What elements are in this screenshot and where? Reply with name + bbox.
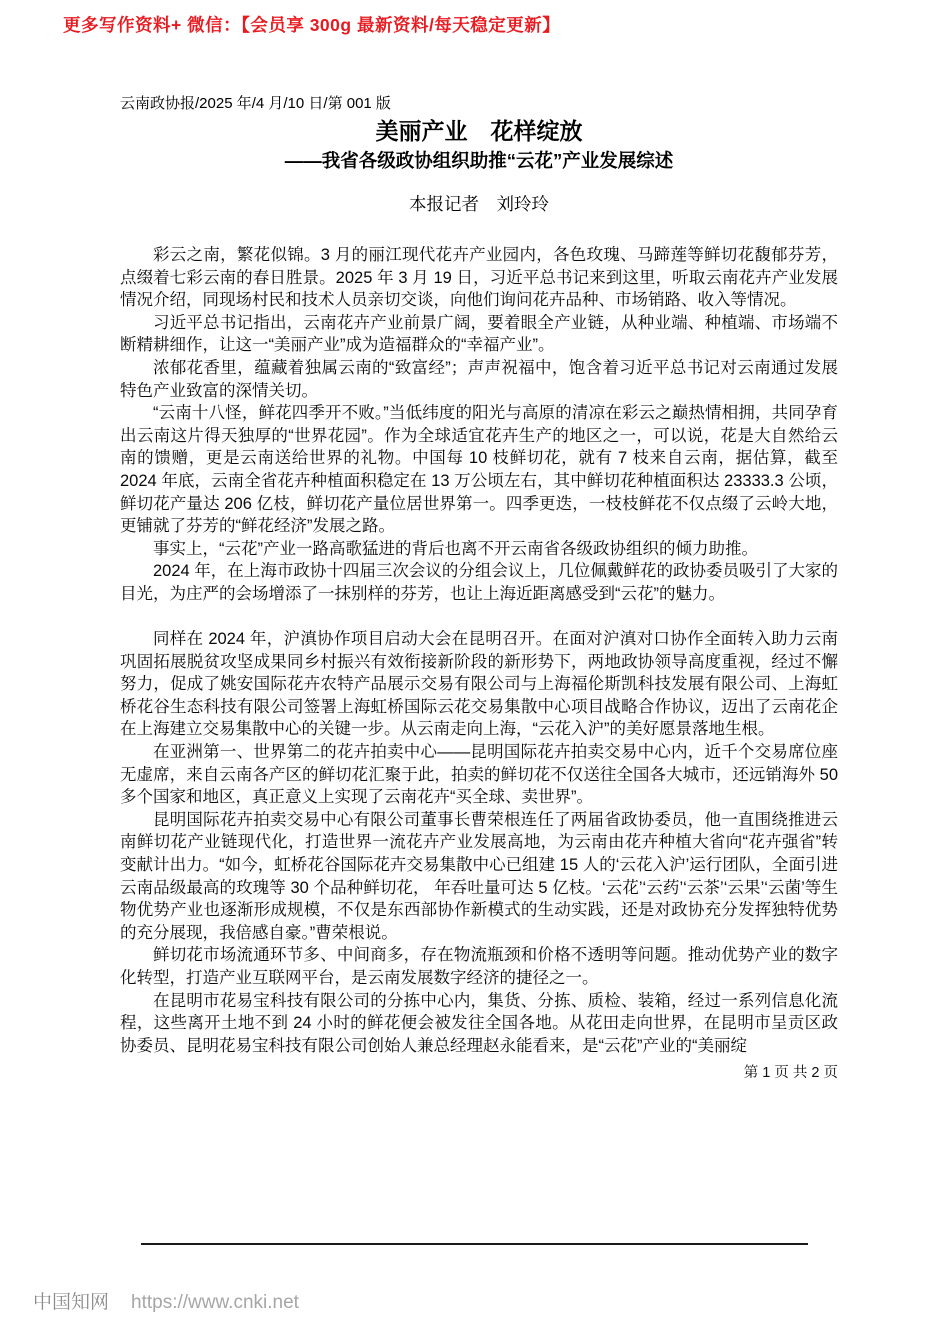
article-paragraph: 事实上，“云花”产业一路高歌猛进的背后也离不开云南省各级政协组织的倾力助推。	[153, 539, 758, 558]
article-paragraph: 浓郁花香里，蕴藏着独属云南的“致富经”；声声祝福中，饱含着习近平总书记对云南通过发展特色产业致富的深情关切。	[120, 358, 838, 400]
article-paragraph: 2024 年，在上海市政协十四届三次会议的分组会议上，几位佩戴鲜花的政协委员吸引了大家的目光，为庄严的会场增添了一抹别样的芬芳，也让上海近距离感受到“云花”的魅力。	[120, 562, 838, 603]
article-paragraph: 在昆明市花易宝科技有限公司的分拣中心内，集货、分拣、质检、装箱，经过一系列信息化流程，这些离开土地不到 24 小时的鲜花便会被发往全国各地。从花田走向世界，在昆明市呈贡区政协委员、昆明花易宝科技有限公司创始人兼总经理赵永能看来，是“云花”产业的“美丽绽	[120, 991, 838, 1055]
article-paragraph: 昆明国际花卉拍卖交易中心有限公司董事长曹荣根连任了两届省政协委员，他一直围绕推进云南鲜切花产业链现代化，打造世界一流花卉产业发展高地，为云南由花卉种植大省向“花卉强省”转变献计出力。“如今，虹桥花谷国际花卉交易集散中心已组建 15 人的‘云花入沪’运行团队，全面引进云南品级最高的玫瑰等 30 个品种鲜切花， 年吞吐量可达 5 亿枝。‘云花’‘云药’‘云茶’‘云果’‘云菌’等生物优势产业也逐渐形成规模，不仅是东西部协作新模式的生动实践，还是对政协充分发挥独特优势的充分展现，我倍感自豪。”曹荣根说。	[120, 810, 838, 942]
article-paragraph: 鲜切花市场流通环节多、中间商多，存在物流瓶颈和价格不透明等问题。推动优势产业的数字化转型，打造产业互联网平台，是云南发展数字经济的捷径之一。	[120, 946, 838, 987]
footer-divider-line	[141, 1243, 808, 1245]
cnki-watermark-logo-text: 中国知网	[33, 1292, 110, 1313]
article-paragraph: 在亚洲第一、世界第二的花卉拍卖中心——昆明国际花卉拍卖交易中心内，近千个交易席位座无虚席，来自云南各产区的鲜切花汇聚于此，拍卖的鲜切花不仅送往全国各大城市，还远销海外 50 多个国家和地区，真正意义上实现了云南花卉“买全球、卖世界”。	[120, 743, 838, 807]
cnki-watermark	[33, 1291, 299, 1315]
article-paragraph: 习近平总书记指出，云南花卉产业前景广阔，要着眼全产业链，从种业端、种植端、市场端不断精耕细作，让这一“美丽产业”成为造福群众的“幸福产业”。	[120, 313, 838, 355]
article-paragraph: 同样在 2024 年，沪滇协作项目启动大会在昆明召开。在面对沪滇对口协作全面转入助力云南巩固拓展脱贫攻坚成果同乡村振兴有效衔接新阶段的新形势下，两地政协领导高度重视，经过不懈努力，促成了姚安国际花卉农特产品展示交易有限公司与上海福伦斯凯科技发展有限公司、上海虹桥花谷生态科技有限公司签署上海虹桥国际云花交易集散中心项目战略合作协议，迈出了云南花企在上海建立交易集散中心的关键一步。从云南走向上海，“云花入沪”的美好愿景落地生根。	[120, 630, 838, 739]
article-title: 美丽产业 花样绽放	[375, 118, 583, 144]
promo-banner-text: 更多写作资料+ 微信：【会员享 300g 最新资料/每天稳定更新】	[63, 15, 561, 35]
article-paragraph: “云南十八怪，鲜花四季开不败。”当低纬度的阳光与高原的清凉在彩云之巅热情相拥，共同孕育出云南这片得天独厚的“世界花园”。作为全球适宜花卉生产的地区之一，可以说，花是大自然给云南的馈赠，更是云南送给世界的礼物。中国每 10 枝鲜切花，就有 7 枝来自云南，据估算，截至 2024 年底，云南全省花卉种植面积稳定在 13 万公顷左右，其中鲜切花种植面积达 23333.3 公顷，鲜切花产量达 206 亿枝，鲜切花产量位居世界第一。四季更迭，一枝枝鲜花不仅点缀了云岭大地，更铺就了芬芳的“鲜花经济”发展之路。	[120, 404, 838, 536]
article-subtitle: ——我省各级政协组织助推“云花”产业发展综述	[284, 150, 674, 171]
page-number-indicator: 第 1 页 共 2 页	[743, 1065, 838, 1082]
publication-source-line: 云南政协报/2025 年/4 月/10 日/第 001 版	[120, 95, 391, 112]
article-content	[120, 94, 838, 1083]
article-paragraph: 彩云之南，繁花似锦。3 月的丽江现代花卉产业园内，各色玫瑰、马蹄莲等鲜切花馥郁芬芳，点缀着七彩云南的春日胜景。2025 年 3 月 19 日，习近平总书记来到这里，听取云南花卉产业发展情况介绍，同现场村民和技术人员亲切交谈，向他们询问花卉品种、市场销路、收入等情况。	[120, 246, 838, 310]
cnki-watermark-url: https://www.cnki.net	[131, 1292, 299, 1313]
article-byline: 本报记者 刘玲玲	[409, 194, 549, 214]
article-body	[120, 244, 838, 1057]
